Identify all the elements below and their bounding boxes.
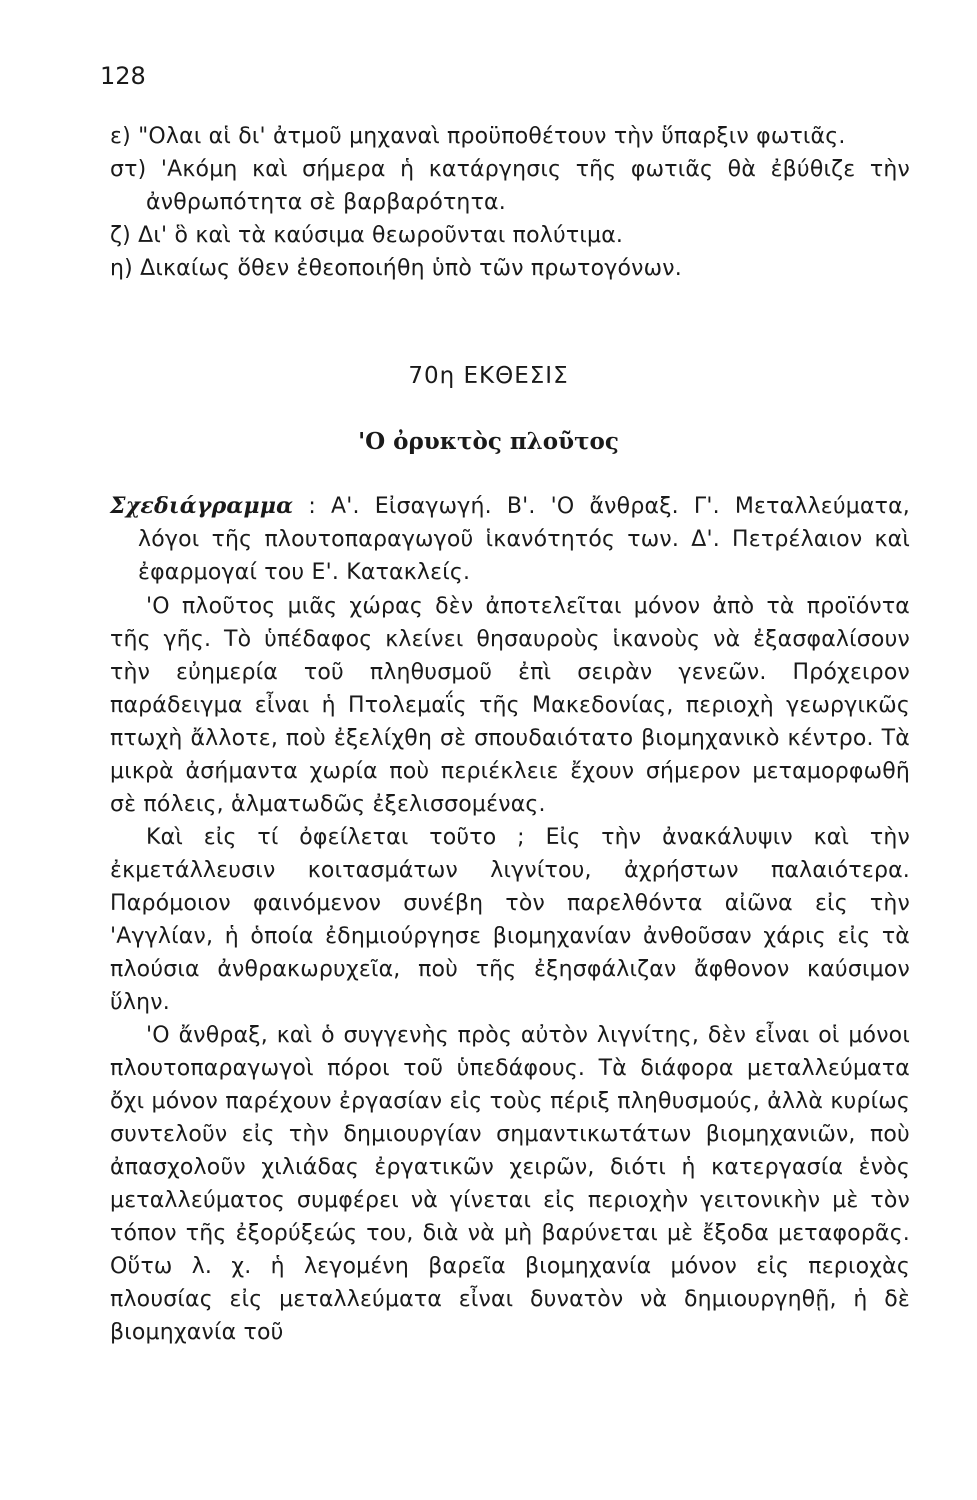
essay-title: 'Ο ὀρυκτὸς πλοῦτος (358, 428, 619, 455)
conclusion-item-e: ε) "Ολαι αἱ δι' ἀτμοῦ μηχαναὶ προϋποθέτουν τὴν ὕπαρξιν φωτιᾶς. (110, 124, 846, 149)
conclusion-item-i: η) Δικαίως ὅθεν ἐθεοποιήθη ὑπὸ τῶν πρωτογόνων. (110, 256, 682, 281)
conclusion-item-z: ζ) Δι' ὃ καὶ τὰ καύσιμα θεωροῦνται πολύτιμα. (110, 223, 624, 248)
essay-body (110, 590, 910, 1349)
body-paragraph-1: 'Ο πλοῦτος μιᾶς χώρας δὲν ἀποτελεῖται μόνον ἀπὸ τὰ προϊόντα τῆς γῆς. Τὸ ὑπέδαφος κλείνει θησαυροὺς ἱκανοὺς νὰ ἐξασφαλίσουν τὴν εὐημερία τοῦ πληθυσμοῦ ἐπὶ σειρὰν γενεῶν. Πρόχειρον παράδειγμα εἶναι ἡ Πτολεμαΐς τῆς Μακεδονίας, περιοχὴ γεωργικῶς πτωχὴ ἄλλοτε, ποὺ ἐξελίχθη σὲ σπουδαιότατο βιομηχανικὸ κέντρο. Τὰ μικρὰ ἀσήμαντα χωρία ποὺ περιέκλειε ἔχουν σήμερον μεταμορφωθῆ σὲ πόλεις, ἁλματωδῶς ἐξελισσομένας. (110, 594, 910, 817)
page-number: 128 (100, 62, 146, 90)
previous-essay-conclusion (110, 120, 910, 285)
essay-outline (110, 490, 910, 589)
outline-paragraph (110, 490, 910, 589)
body-paragraph-3: 'Ο ἄνθραξ, καὶ ὁ συγγενὴς πρὸς αὐτὸν λιγνίτης, δὲν εἶναι οἱ μόνοι πλουτοπαραγωγοὶ πόροι τοῦ ὑπεδάφους. Τὰ διάφορα μεταλλεύματα ὄχι μόνον παρέχουν ἐργασίαν εἰς τοὺς πέριξ πληθυσμούς, ἀλλὰ κυρίως συντελοῦν εἰς τὴν δημιουργίαν σημαντικωτάτων βιομηχανιῶν, ποὺ ἀπασχολοῦν χιλιάδας ἐργατικῶν χειρῶν, διότι ἡ κατεργασία ἑνὸς μεταλλεύματος συμφέρει νὰ γίνεται εἰς περιοχὴν γειτονικὴν μὲ τὸν τόπον τῆς ἐξορύξεώς του, διὰ νὰ μὴ βαρύνεται μὲ ἔξοδα μεταφορᾶς. Οὕτω λ. χ. ἡ λεγομένη βαρεῖα βιομηχανία μόνον εἰς περιοχὰς πλουσίας εἰς μεταλλεύματα εἶναι δυνατὸν νὰ δημιουργηθῇ, ἡ δὲ βιομηχανία τοῦ (110, 1023, 910, 1345)
conclusion-item-st: στ) 'Ακόμη καὶ σήμερα ἡ κατάργησις τῆς φωτιᾶς θὰ ἐβύθιζε τὴν ἀνθρωπότητα σὲ βαρβαρότητα. (110, 157, 910, 215)
outline-text: : Α'. Εἰσαγωγή. Β'. 'Ο ἄνθραξ. Γ'. Μεταλλεύματα, λόγοι τῆς πλουτοπαραγωγοῦ ἱκανότητός των. Δ'. Πετρέλαιον καὶ ἐφαρμογαί του Ε'. Κατακλείς. (138, 494, 910, 585)
body-paragraph-2: Καὶ εἰς τί ὀφείλεται τοῦτο ; Εἰς τὴν ἀνακάλυψιν καὶ τὴν ἐκμετάλλευσιν κοιτασμάτων λιγνίτου, ἀχρήστων παλαιότερα. Παρόμοιον φαινόμενον συνέβη τὸν παρελθόντα αἰῶνα εἰς τὴν 'Αγγλίαν, ἡ ὁποία ἐδημιούργησε βιομηχανίαν ἀνθοῦσαν χάρις εἰς τὰ πλούσια ἀνθρακωρυχεῖα, ποὺ τῆς ἐξησφάλιζαν ἄφθονον καύσιμον ὕλην. (110, 825, 910, 1015)
outline-label: Σχεδιάγραμμα (110, 493, 294, 519)
essay-number-heading: 70η ΕΚΘΕΣΙΣ (408, 363, 569, 389)
